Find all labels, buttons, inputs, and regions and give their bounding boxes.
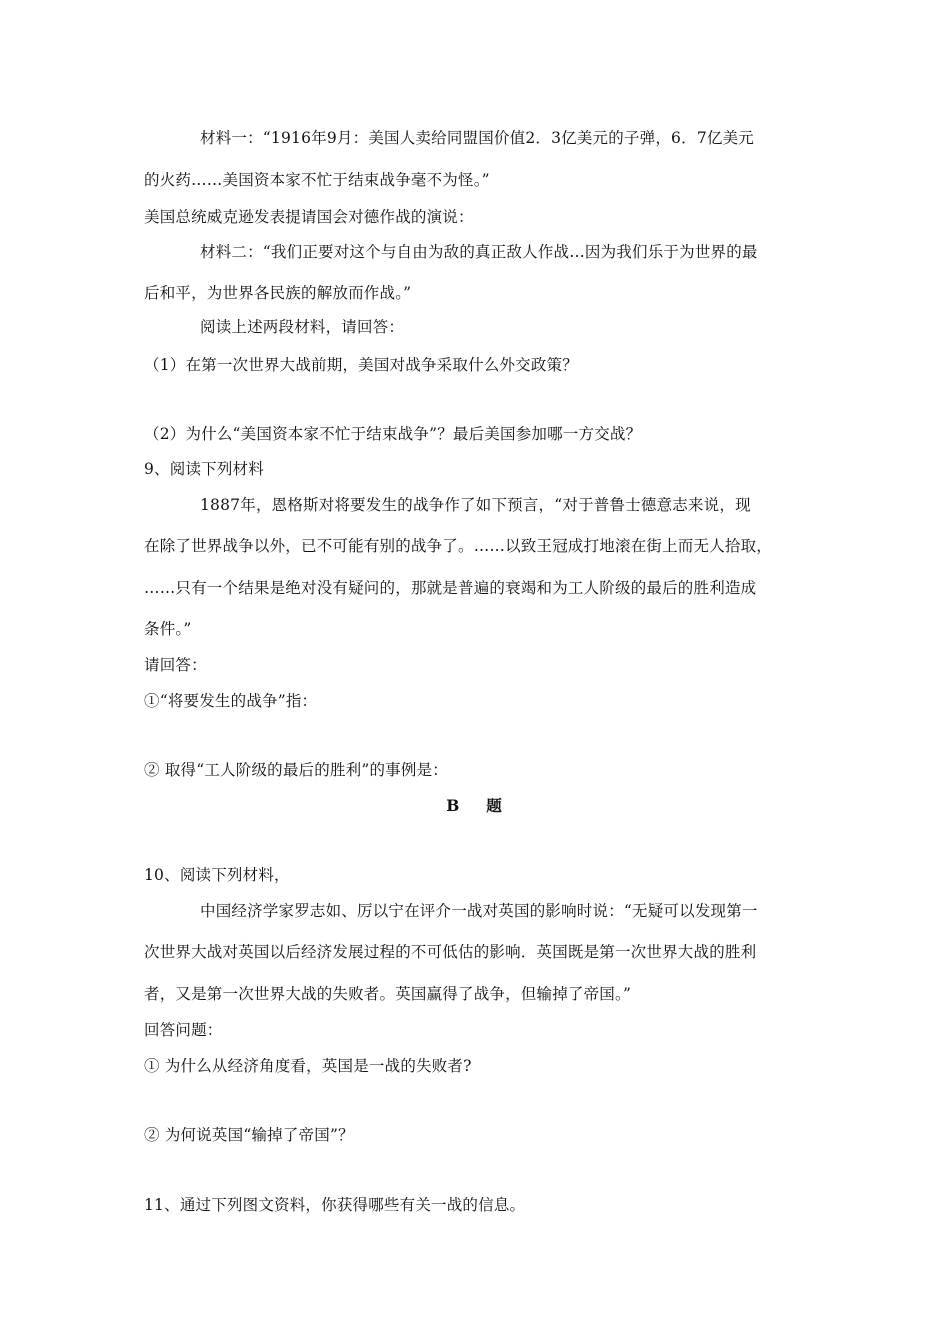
question-10-ask: 回答问题：: [144, 1021, 223, 1039]
question-9-para4: 条件。”: [144, 620, 192, 638]
speech-intro: 美国总统威克逊发表提请国会对德作战的演说：: [144, 208, 474, 226]
question-9-sub2: ② 取得“工人阶级的最后的胜利”的事例是：: [144, 761, 448, 779]
material1-line1: 材料一：“1916年9月：美国人卖给同盟国价值2．3亿美元的子弹，6．7亿美元: [200, 129, 754, 147]
question-10-para2: 次世界大战对英国以后经济发展过程的不可低估的影响．英国既是第一次世界大战的胜利: [144, 943, 757, 961]
question-9-para3: ……只有一个结果是绝对没有疑问的，那就是普遍的衰竭和为工人阶级的最后的胜利造成: [144, 579, 757, 597]
material2-line1: 材料二：“我们正要对这个与自由为敌的真正敌人作战…因为我们乐于为世界的最: [200, 243, 758, 261]
read-prompt: 阅读上述两段材料，请回答：: [200, 318, 405, 336]
question-9-title: 9、阅读下列材料: [144, 460, 264, 478]
material2-line2: 后和平，为世界各民族的解放而作战。”: [144, 284, 412, 302]
question-10-sub1: ① 为什么从经济角度看，英国是一战的失败者?: [144, 1057, 472, 1075]
question-10-title: 10、阅读下列材料，: [144, 866, 290, 884]
question-9-para2: 在除了世界战争以外，已不可能有别的战争了。……以致王冠成打地滚在街上而无人拾取，: [144, 537, 773, 555]
question-8-2: （2）为什么“美国资本家不忙于结束战争”？最后美国参加哪一方交战？: [144, 425, 642, 443]
question-11: 11、通过下列图文资料，你获得哪些有关一战的信息。: [144, 1196, 526, 1214]
question-9-ask: 请回答：: [144, 656, 207, 674]
question-9-sub1: ①“将要发生的战争”指：: [144, 692, 318, 710]
section-b-heading: B 题: [446, 796, 504, 815]
question-10-para3: 者，又是第一次世界大战的失败者。英国赢得了战争，但输掉了帝国。”: [144, 985, 632, 1003]
question-10-para1: 中国经济学家罗志如、厉以宁在评介一战对英国的影响时说：“无疑可以发现第一: [200, 902, 758, 920]
question-8-1: （1）在第一次世界大战前期，美国对战争采取什么外交政策？: [144, 356, 578, 374]
question-9-para1: 1887年，恩格斯对将要发生的战争作了如下预言，“对于普鲁士德意志来说，现: [200, 496, 751, 514]
material1-line2: 的火药……美国资本家不忙于结束战争毫不为怪。”: [144, 171, 490, 189]
question-10-sub2: ② 为何说英国“输掉了帝国”？: [144, 1126, 354, 1144]
